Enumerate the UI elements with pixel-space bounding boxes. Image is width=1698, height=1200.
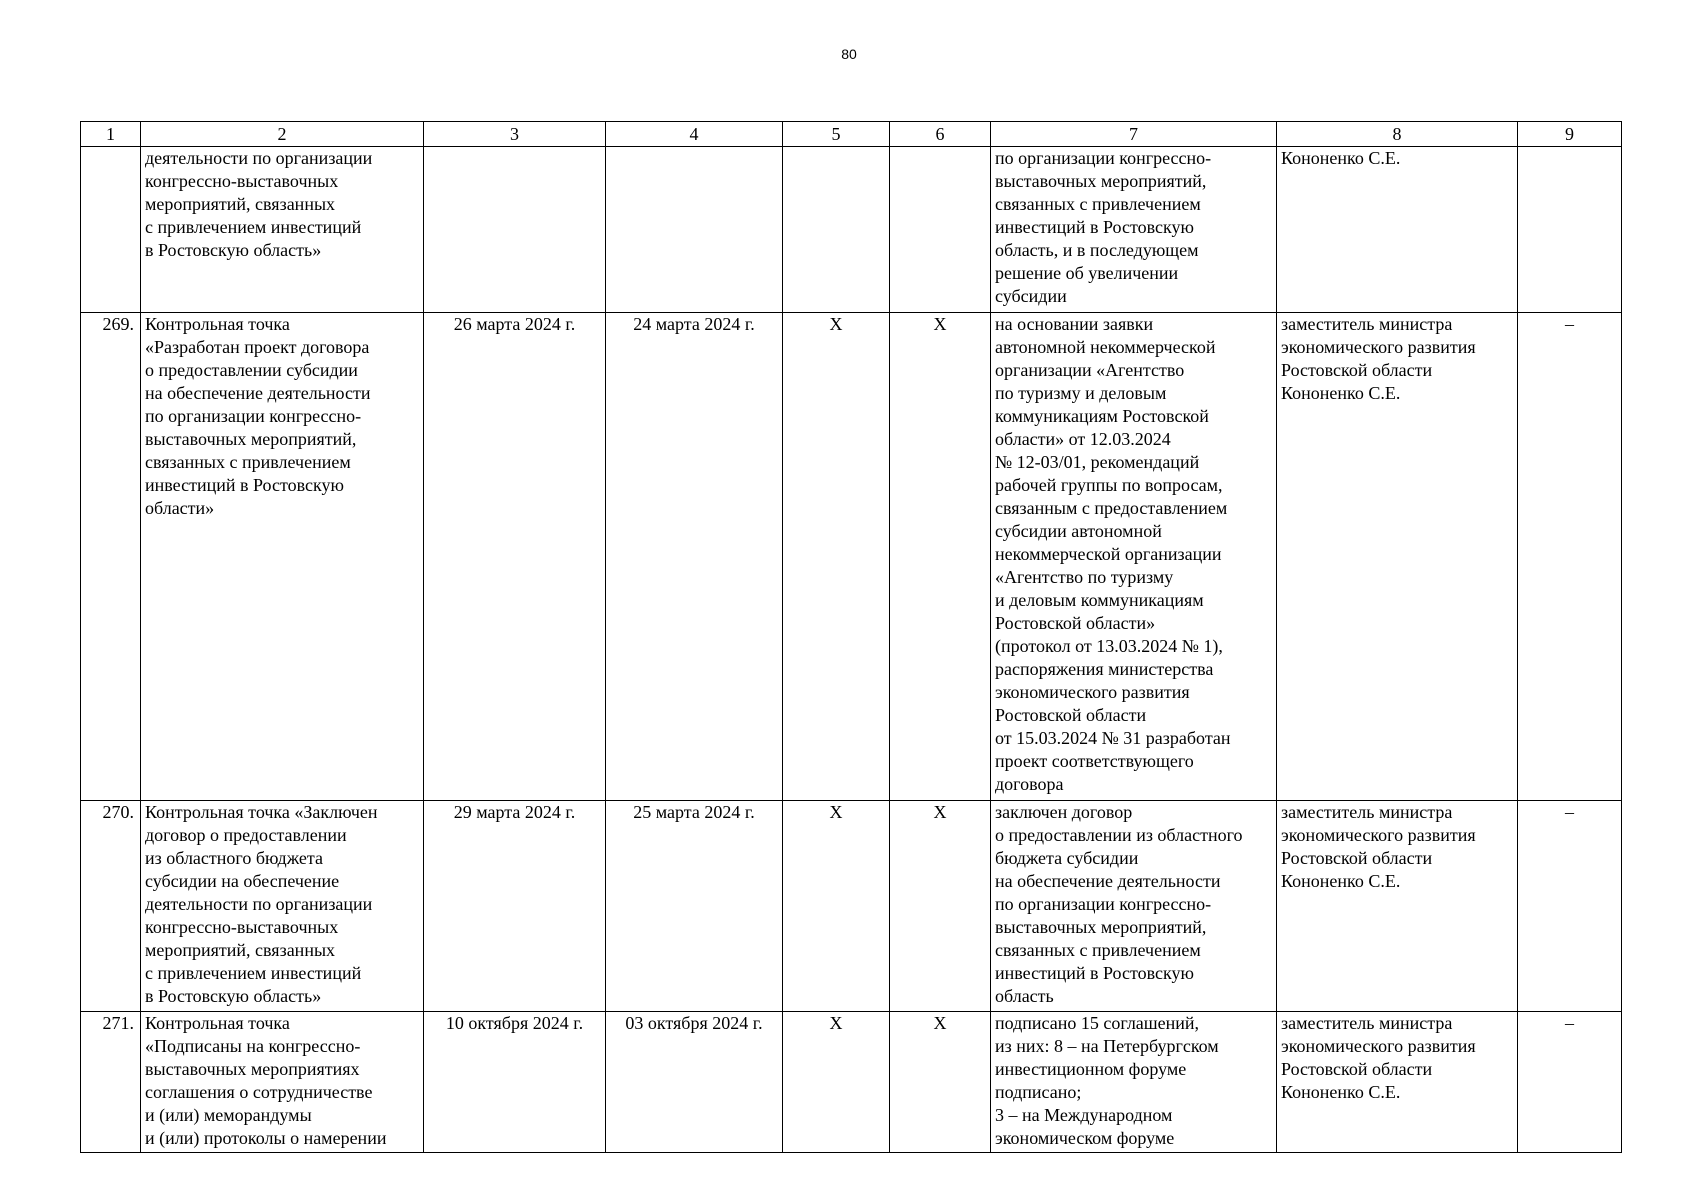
row-plan-date: 10 октября 2024 г. <box>424 1012 606 1153</box>
row-col9: – <box>1518 1012 1622 1153</box>
row-responsible: Кононенко С.Е. <box>1277 147 1518 313</box>
row-col6: Х <box>890 801 991 1012</box>
row-fact-date: 24 марта 2024 г. <box>606 313 783 801</box>
column-header-3: 3 <box>424 122 606 147</box>
row-number: 271. <box>81 1012 141 1153</box>
row-description: деятельности по организации конгрессно-выставочных мероприятий, связанных с привлечением инвестиций в Ростовскую область» <box>141 147 424 313</box>
row-plan-date: 26 марта 2024 г. <box>424 313 606 801</box>
row-plan-date: 29 марта 2024 г. <box>424 801 606 1012</box>
row-col5: Х <box>783 801 890 1012</box>
column-header-8: 8 <box>1277 122 1518 147</box>
row-number <box>81 147 141 313</box>
table-row <box>81 313 1622 801</box>
row-responsible: заместитель министра экономического развития Ростовской области Кононенко С.Е. <box>1277 1012 1518 1153</box>
row-description: Контрольная точка «Подписаны на конгрессно- выставочных мероприятиях соглашения о сотрудничестве и (или) меморандумы и (или) протоколы о намерении <box>141 1012 424 1153</box>
table-row <box>81 1012 1622 1153</box>
row-col6 <box>890 147 991 313</box>
table-row <box>81 801 1622 1012</box>
row-number: 270. <box>81 801 141 1012</box>
row-col6: Х <box>890 1012 991 1153</box>
row-fact-date <box>606 147 783 313</box>
row-plan-date <box>424 147 606 313</box>
row-responsible: заместитель министра экономического развития Ростовской области Кононенко С.Е. <box>1277 313 1518 801</box>
row-fact-date: 03 октября 2024 г. <box>606 1012 783 1153</box>
row-result: подписано 15 соглашений, из них: 8 – на Петербургском инвестиционном форуме подписано; 3 – на Международном экономическом форуме <box>991 1012 1277 1153</box>
row-col5: Х <box>783 313 890 801</box>
row-result: по организации конгрессно- выставочных мероприятий, связанных с привлечением инвестиций в Ростовскую область, и в последующем решение об увеличении субсидии <box>991 147 1277 313</box>
row-result: заключен договор о предоставлении из областного бюджета субсидии на обеспечение деятельности по организации конгрессно- выставочных мероприятий, связанных с привлечением инвестиций в Ростовскую область <box>991 801 1277 1012</box>
row-description: Контрольная точка «Разработан проект договора о предоставлении субсидии на обеспечение деятельности по организации конгрессно- выставочных мероприятий, связанных с привлечением инвестиций в Ростовскую области» <box>141 313 424 801</box>
column-header-6: 6 <box>890 122 991 147</box>
row-col9: – <box>1518 313 1622 801</box>
column-header-5: 5 <box>783 122 890 147</box>
row-col6: Х <box>890 313 991 801</box>
table-row <box>81 147 1622 313</box>
report-table <box>80 121 1622 1153</box>
row-col9 <box>1518 147 1622 313</box>
header-row <box>81 122 1622 147</box>
row-col5 <box>783 147 890 313</box>
column-header-9: 9 <box>1518 122 1622 147</box>
column-header-4: 4 <box>606 122 783 147</box>
row-responsible: заместитель министра экономического развития Ростовской области Кононенко С.Е. <box>1277 801 1518 1012</box>
row-description: Контрольная точка «Заключен договор о предоставлении из областного бюджета субсидии на обеспечение деятельности по организации конгрессно-выставочных мероприятий, связанных с привлечением инвестиций в Ростовскую область» <box>141 801 424 1012</box>
column-header-7: 7 <box>991 122 1277 147</box>
row-number: 269. <box>81 313 141 801</box>
row-col5: Х <box>783 1012 890 1153</box>
row-result: на основании заявки автономной некоммерческой организации «Агентство по туризму и деловым коммуникациям Ростовской области» от 12.03.2024 № 12-03/01, рекомендаций рабочей группы по вопросам, связанным с предоставлением субсидии автономной некоммерческой организации «Агентство по туризму и деловым коммуникациям Ростовской области» (протокол от 13.03.2024 № 1), распоряжения министерства экономического развития Ростовской области от 15.03.2024 № 31 разработан проект соответствующего договора <box>991 313 1277 801</box>
row-col9: – <box>1518 801 1622 1012</box>
row-fact-date: 25 марта 2024 г. <box>606 801 783 1012</box>
column-header-1: 1 <box>81 122 141 147</box>
column-header-2: 2 <box>141 122 424 147</box>
page-number: 80 <box>841 46 857 62</box>
